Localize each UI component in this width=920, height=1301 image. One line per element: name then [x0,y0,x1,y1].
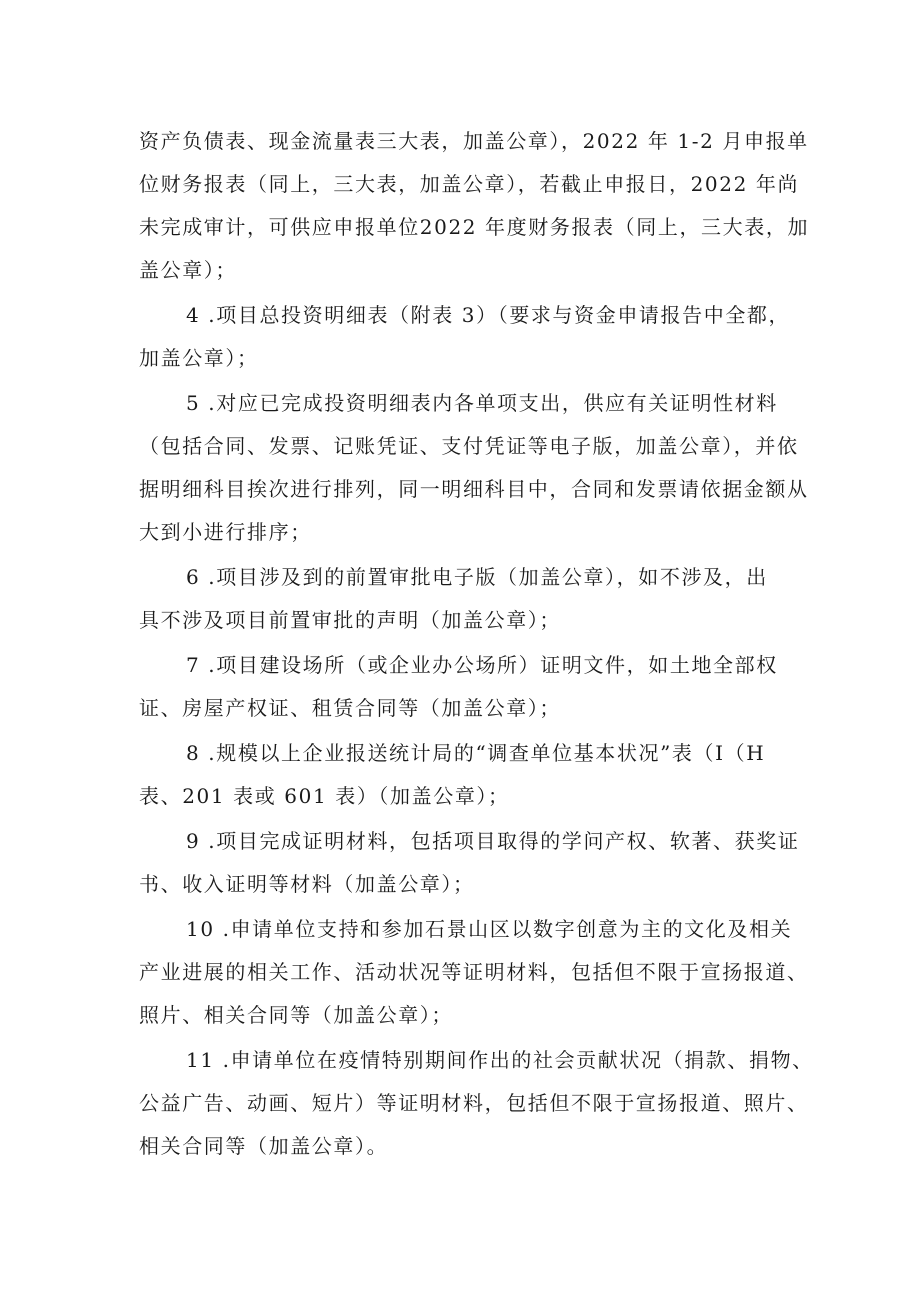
list-item-8: 8 .规模以上企业报送统计局的“调查单位基本状况”表（I（H [186,741,766,765]
text-line: （包括合同、发票、记账凭证、支付凭证等电子版，加盖公章），并依 [139,434,799,458]
text-line: 位财务报表（同上，三大表，加盖公章），若截止申报日，2022 年尚 [139,172,800,196]
text-line: 相关合同等（加盖公章）。 [139,1134,389,1158]
text-line: 资产负债表、现金流量表三大表，加盖公章），2022 年 1-2 月申报单 [139,129,809,153]
list-item-10: 10 .申请单位支持和参加石景山区以数字创意为主的文化及相关 [186,917,793,941]
text-line: 据明细科目挨次进行排列，同一明细科目中，合同和发票请依据金额从 [139,477,809,501]
text-line: 盖公章）； [139,258,237,282]
list-item-9: 9 .项目完成证明材料，包括项目取得的学问产权、软著、获奖证 [186,829,800,853]
text-line: 加盖公章）； [139,346,259,370]
text-line: 书、收入证明等材料（加盖公章）； [139,872,475,896]
text-line: 大到小进行排序； [139,520,312,544]
text-line: 表、201 表或 601 表）（加盖公章）； [139,784,510,808]
list-item-4: 4 .项目总投资明细表（附表 3）（要求与资金申请报告中全都， [186,303,791,327]
text-line: 产业进展的相关工作、活动状况等证明材料，包括但不限于宣扬报道、 [139,960,809,984]
text-line: 照片、相关合同等（加盖公章）； [139,1003,453,1027]
list-item-7: 7 .项目建设场所（或企业办公场所）证明文件，如土地全部权 [186,653,778,677]
text-line: 证、房屋产权证、租赁合同等（加盖公章）； [139,696,561,720]
list-item-6: 6 .项目涉及到的前置审批电子版（加盖公章），如不涉及，出 [186,565,768,589]
text-line: 未完成审计，可供应申报单位2022 年度财务报表（同上，三大表，加 [139,215,810,239]
text-line: 公益广告、动画、短片）等证明材料，包括但不限于宣扬报道、照片、 [139,1091,809,1115]
list-item-11: 11 .申请单位在疫情特别期间作出的社会贡献状况（捐款、捐物、 [186,1048,814,1072]
list-item-5: 5 .对应已完成投资明细表内各单项支出，供应有关证明性材料 [186,391,778,415]
text-line: 具不涉及项目前置审批的声明（加盖公章）； [139,608,561,632]
